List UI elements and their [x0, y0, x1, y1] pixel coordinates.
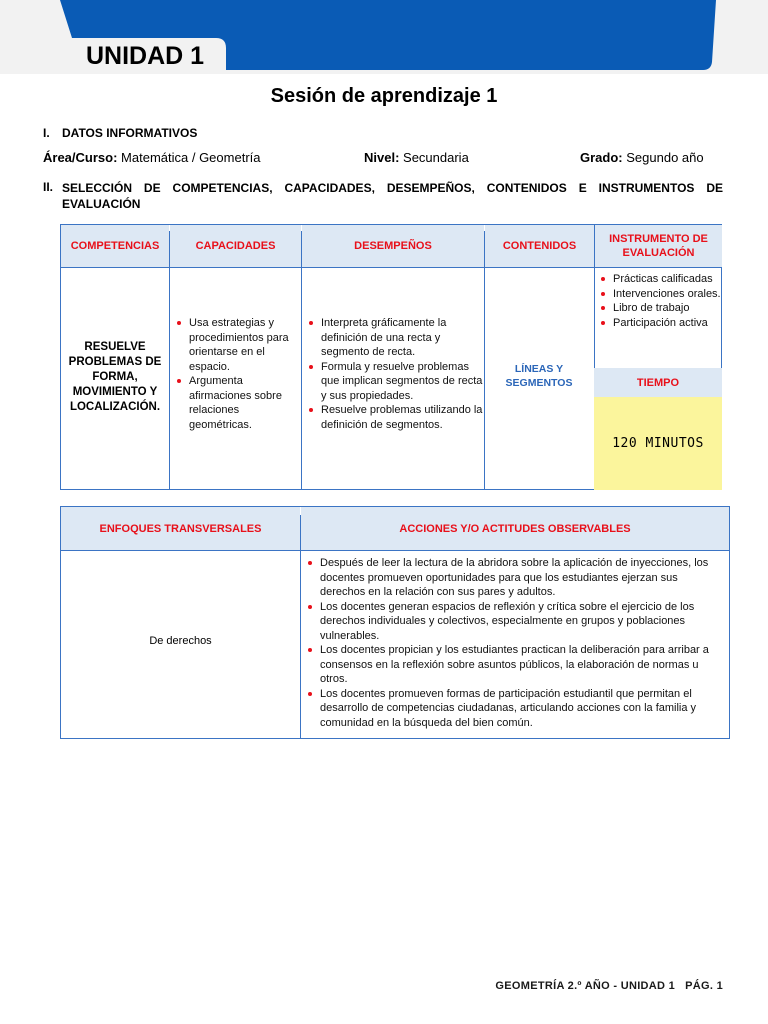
list-item: Argumenta afirmaciones sobre relaciones geométricas. — [175, 374, 295, 432]
capacidades-list — [175, 316, 295, 432]
header-competencias: COMPETENCIAS — [61, 225, 169, 267]
header-instrumento: INSTRUMENTO DE EVALUACIÓN — [595, 225, 722, 267]
list-item: Los docentes promueven formas de participación estudiantil que permitan el desarrollo de competencias ciudadanas, articulando acciones con la familia y comunidad en la búsqueda del bien común. — [306, 687, 722, 731]
col-divider — [300, 515, 301, 738]
list-item: Formula y resuelve problemas que implican segmentos de recta y sus propiedades. — [307, 360, 483, 404]
grado-field — [580, 150, 704, 165]
instrumentos-list — [599, 272, 721, 330]
col-divider — [169, 231, 170, 490]
nivel-label: Nivel: — [364, 150, 400, 165]
section-2-number: II. — [43, 180, 54, 194]
list-item: Participación activa — [599, 316, 721, 331]
header-enfoques: ENFOQUES TRANSVERSALES — [61, 507, 300, 550]
row-divider — [61, 267, 594, 268]
nivel-field — [364, 150, 469, 165]
acciones-list — [306, 556, 722, 730]
contenidos-text: LÍNEAS Y SEGMENTOS — [505, 363, 573, 389]
list-item: Los docentes propician y los estudiantes practican la deliberación para arribar a consensos en la reflexión sobre asuntos públicos, la elaboración de normas u otros. — [306, 643, 722, 687]
col-divider — [484, 231, 485, 490]
page-footer: GEOMETRÍA 2.º AÑO - UNIDAD 1 PÁG. 1 — [495, 980, 723, 992]
section-2-title: SELECCIÓN DE COMPETENCIAS, CAPACIDADES, DESEMPEÑOS, CONTENIDOS E INSTRUMENTOS DE EVALUACIÓN — [62, 181, 723, 211]
list-item: Intervenciones orales. — [599, 287, 721, 302]
header-desempenos: DESEMPEÑOS — [302, 225, 484, 267]
list-item: Después de leer la lectura de la abridora sobre la aplicación de inyecciones, los docentes promueven oportunidades para que los estudiantes ejerzan sus derechos en la relación con sus pares y adultos. — [306, 556, 722, 600]
nivel-value: Secundaria — [403, 150, 469, 165]
row-divider — [594, 267, 722, 268]
section-1-heading — [43, 126, 197, 140]
competencia-text: RESUELVE PROBLEMAS DE FORMA, MOVIMIENTO Y LOCALIZACIÓN. — [68, 341, 162, 413]
list-item: Usa estrategias y procedimientos para orientarse en el espacio. — [175, 316, 295, 374]
list-item: Libro de trabajo — [599, 301, 721, 316]
enfoques-table — [60, 506, 730, 739]
list-item: Prácticas calificadas — [599, 272, 721, 287]
tiempo-value: 120 MINUTOS — [594, 397, 722, 490]
area-field — [43, 150, 261, 165]
col-divider — [301, 231, 302, 490]
grado-value: Segundo año — [626, 150, 704, 165]
list-item: Interpreta gráficamente la definición de una recta y segmento de recta. — [307, 316, 483, 360]
session-title: Sesión de aprendizaje 1 — [270, 85, 498, 107]
header-capacidades: CAPACIDADES — [170, 225, 301, 267]
desempenos-list — [307, 316, 483, 432]
area-label: Área/Curso: — [43, 150, 118, 165]
list-item: Los docentes generan espacios de reflexión y crítica sobre el ejercicio de los derechos individuales y colectivos, especialmente en grupos y poblaciones vulnerables. — [306, 600, 722, 644]
row-divider — [61, 550, 729, 551]
competencias-table — [60, 224, 722, 490]
section-2-heading — [43, 180, 723, 212]
enfoque-text: De derechos — [149, 635, 212, 647]
tiempo-label: TIEMPO — [594, 368, 722, 397]
unit-title: UNIDAD 1 — [86, 42, 205, 70]
section-1-number: I. — [43, 126, 50, 140]
section-1-title: DATOS INFORMATIVOS — [62, 126, 198, 140]
area-value: Matemática / Geometría — [121, 150, 261, 165]
grado-label: Grado: — [580, 150, 623, 165]
header-acciones: ACCIONES Y/O ACTITUDES OBSERVABLES — [301, 507, 729, 550]
header-contenidos: CONTENIDOS — [485, 225, 594, 267]
list-item: Resuelve problemas utilizando la definición de segmentos. — [307, 403, 483, 432]
